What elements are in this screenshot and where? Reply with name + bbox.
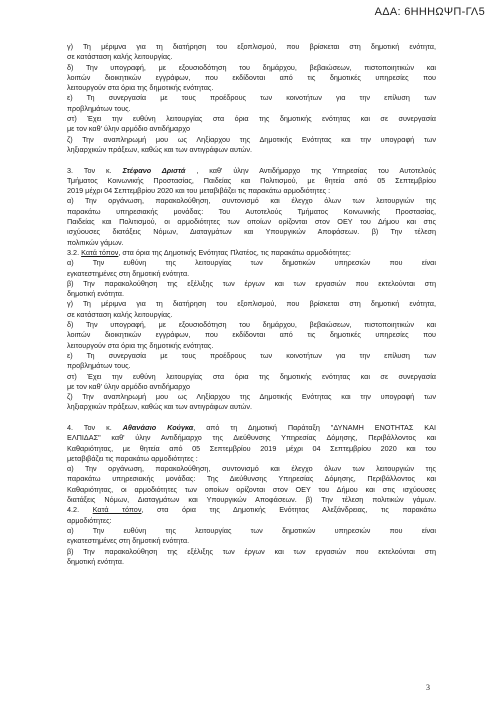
text-line: διατάξεις Νόμων, Διαταγμάτων και Υπουργικών Αποφάσεων. β) Την τέλεση πολιτικών γάμων.	[67, 495, 436, 505]
text-line: γ) Τη μέριμνα για τη διατήρηση του εξοπλισμού, που βρίσκεται στη δημοτική ενότητα,	[67, 299, 436, 309]
text-line: λοιπών διοικητικών εγγράφων, που εκδίδονται από τις δημοτικές υπηρεσίες που	[67, 330, 436, 340]
underlined-term: Κατά τόπον	[81, 247, 119, 257]
document-body	[67, 42, 436, 567]
text-line: α) Την οργάνωση, παρακολούθηση, συντονισμό και έλεγχο όλων των λειτουργιών της	[67, 464, 436, 474]
text-line: με τον καθ' ύλην αρμόδιο αντιδήμαρχο	[67, 124, 190, 134]
text-line: ζ) Την αναπληρωμή μου ως Ληξίαρχου της Δημοτικής Ενότητας και την υπογραφή των	[67, 392, 436, 402]
text-line: σε κατάσταση καλής λειτουργίας.	[67, 309, 173, 319]
page-number: 3	[426, 683, 430, 692]
text-line: λοιπών διοικητικών εγγράφων, που εκδίδονται από τις δημοτικές υπηρεσίες που	[67, 72, 436, 82]
text-line: γ) Τη μέριμνα για τη διατήρηση του εξοπλισμού, που βρίσκεται στη δημοτική ενότητα,	[67, 42, 436, 51]
text-line: ε) Τη συνεργασία με τους προέδρους των κοινοτήτων για την επίλυση των	[67, 350, 436, 360]
text-line: δ) Την υπογραφή, με εξουσιοδότηση του δημάρχου, βεβαιώσεων, πιστοποιητικών και	[67, 62, 436, 72]
text-line: δ) Την υπογραφή, με εξουσιοδότηση του δημάρχου, βεβαιώσεων, πιστοποιητικών και	[67, 320, 436, 330]
text-line: προβλημάτων τους.	[67, 361, 131, 371]
text-line: α) Την ευθύνη της λειτουργίας των δημοτικών υπηρεσιών που είναι	[67, 525, 436, 535]
text-line: β) Την παρακολούθηση της εξέλιξης των έργων και των εργασιών που εκτελούνται στη	[67, 546, 436, 556]
text-line: α) Την οργάνωση, παρακολούθηση, συντονισμό και έλεγχο όλων των λειτουργιών της	[67, 196, 436, 206]
text-line: ισχύουσες διατάξεις Νόμων, Διαταγμάτων και Υπουργικών Αποφάσεων. β) Την τέλεση	[67, 227, 436, 237]
section-3-heading: 3. Τον κ. Στέφανο Δριστά , καθ' ύλην Αντιδήμαρχο της Υπηρεσίας του Αυτοτελούς	[67, 165, 436, 175]
text-line: παρακάτω υπηρεσιακής μονάδας: Του Αυτοτελούς Τμήματος Κοινωνικής Προστασίας,	[67, 206, 436, 216]
person-name: Στέφανο Δριστά	[122, 165, 186, 175]
text-line: Καθαριότητας, με θητεία από 05 Σεπτεμβρίου 2019 μέχρι 04 Σεπτεμβρίου 2020 και του	[67, 443, 436, 453]
text-line: αρμοδιότητες:	[67, 515, 112, 525]
text-line: στ) Έχει την ευθύνη λειτουργίας στα όρια της δημοτικής ενότητας και σε συνεργασία	[67, 371, 436, 381]
text-line: δημοτική ενότητα.	[67, 556, 124, 566]
text-line: Παιδείας και Πολιτισμού, οι αρμοδιότητες των οποίων ορίζονται στον ΟΕΥ του Δήμου και στις	[67, 217, 436, 227]
section-4-heading: 4. Τον κ. Αθανάσιο Κούγκα, από τη Δημοτική Παράταξη "ΔΥΝΑΜΗ ΕΝΟΤΗΤΑΣ ΚΑΙ	[67, 422, 436, 432]
text-line: Τμήματος Κοινωνικής Προστασίας, Παιδείας και Πολιτισμού, με θητεία από 05 Σεπτεμβρίου	[67, 175, 436, 185]
text-line: προβλημάτων τους.	[67, 103, 131, 113]
text-line: εγκατεστημένες στη δημοτική ενότητα.	[67, 268, 190, 278]
ada-header: ΑΔΑ: 6ΗΗΗΩΨΠ-ΓΛ5	[374, 6, 485, 18]
text-line: μεταβιβάζει τις παρακάτω αρμοδιότητες :	[67, 453, 198, 463]
text-line: πολιτικών γάμων.	[67, 237, 124, 247]
text-line: ε) Τη συνεργασία με τους προέδρους των κοινοτήτων για την επίλυση των	[67, 93, 436, 103]
text-line: ληξιαρχικών πράξεων, καθώς και των αντιγράφων αυτών.	[67, 402, 252, 412]
text-line: στ) Έχει την ευθύνη λειτουργίας στα όρια της δημοτικής ενότητας και σε συνεργασία	[67, 114, 436, 124]
section-4-2-heading: 4.2. Κατά τόπον, στα όρια της Δημοτικής Ενότητας Αλεξάνδρειας, τις παρακάτω	[67, 505, 436, 515]
section-3-2-heading: 3.2. Κατά τόπον, στα όρια της Δημοτικής Ενότητας Πλατέος, τις παρακάτω αρμοδιότητες:	[67, 247, 351, 257]
text-line: δημοτική ενότητα.	[67, 289, 124, 299]
text-line: ληξιαρχικών πράξεων, καθώς και των αντιγράφων αυτών.	[67, 144, 252, 154]
text-line: α) Την ευθύνη της λειτουργίας των δημοτικών υπηρεσιών που είναι	[67, 258, 436, 268]
text-line: ζ) Την αναπληρωμή μου ως Ληξίαρχου της Δημοτικής Ενότητας και την υπογραφή των	[67, 134, 436, 144]
text-line: 2019 μέχρι 04 Σεπτεμβρίου 2020 και του μεταβιβάζει τις παρακάτω αρμοδιότητες :	[67, 186, 331, 196]
text-line: Καθαριότητας, οι αρμοδιότητες των οποίων ορίζονται στον ΟΕΥ του Δήμου και στις ισχύουσες	[67, 484, 436, 494]
text-line: λειτουργούν στα όρια της δημοτικής ενότητας.	[67, 340, 214, 350]
text-line: εγκατεστημένες στη δημοτική ενότητα.	[67, 536, 190, 546]
text-line: σε κατάσταση καλής λειτουργίας.	[67, 52, 173, 62]
underlined-term: Κατά τόπον	[92, 505, 142, 515]
text-line: παρακάτω υπηρεσιακής μονάδας: Της Διεύθυνσης Υπηρεσίας Δόμησης, Περιβάλλοντος και	[67, 474, 436, 484]
text-line: β) Την παρακολούθηση της εξέλιξης των έργων και των εργασιών που εκτελούνται στη	[67, 278, 436, 288]
text-line: λειτουργούν στα όρια της δημοτικής ενότητας.	[67, 83, 214, 93]
person-name: Αθανάσιο Κούγκα	[122, 422, 194, 432]
text-line: με τον καθ' ύλην αρμόδιο αντιδήμαρχο	[67, 381, 190, 391]
text-line: ΕΛΠΙΔΑΣ" καθ' ύλην Αντιδήμαρχο της Διεύθυνσης Υπηρεσίας Δόμησης, Περιβάλλοντος και	[67, 433, 436, 443]
